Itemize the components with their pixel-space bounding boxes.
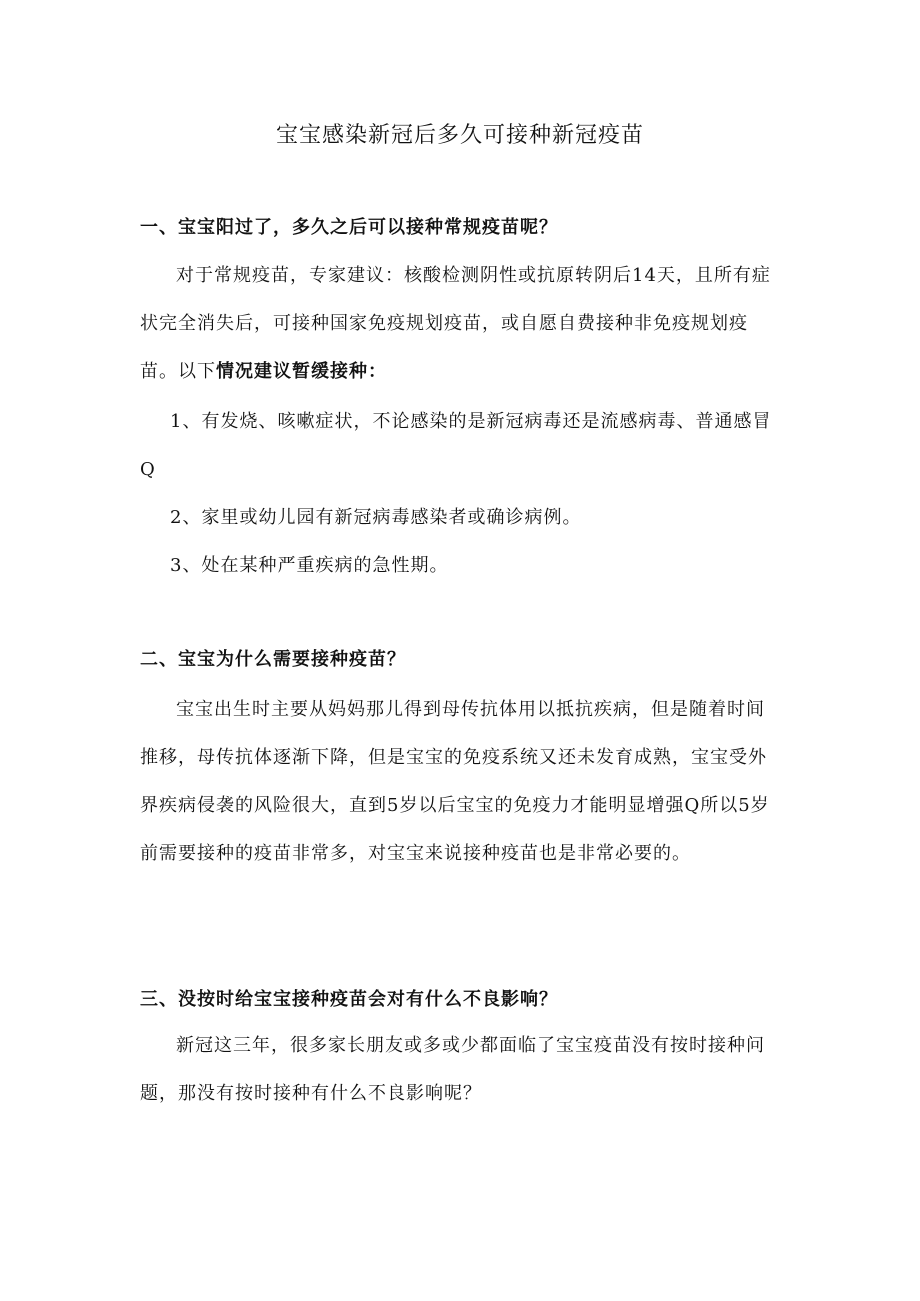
section-1-item-3: 3、处在某种严重疾病的急性期。 bbox=[170, 555, 449, 576]
section-1-paragraph-text: 对于常规疫苗，专家建议：核酸检测阴性或抗原转阴后14天，且所有症状完全消失后，可接种国家免疫规划疫苗，或自愿自费接种非免疫规划疫苗。以下 bbox=[140, 265, 771, 382]
section-1-heading: 一、宝宝阳过了，多久之后可以接种常规疫苗呢？ bbox=[140, 217, 558, 238]
section-3-paragraph: 新冠这三年，很多家长朋友或多或少都面临了宝宝疫苗没有按时接种问题，那没有按时接种有什么不良影响呢？ bbox=[140, 1035, 765, 1104]
section-1-item-2: 2、家里或幼儿园有新冠病毒感染者或确诊病例。 bbox=[170, 507, 582, 528]
section-2-paragraph: 宝宝出生时主要从妈妈那儿得到母传抗体用以抵抗疾病，但是随着时间推移，母传抗体逐渐下降，但是宝宝的免疫系统又还未发育成熟，宝宝受外界疾病侵袭的风险很大，直到5岁以后宝宝的免疫力才能明显增强Q所以5岁前需要接种的疫苗非常多，对宝宝来说接种疫苗也是非常必要的。 bbox=[140, 699, 770, 864]
section-3-heading: 三、没按时给宝宝接种疫苗会对有什么不良影响？ bbox=[140, 989, 558, 1010]
document-title: 宝宝感染新冠后多久可接种新冠疫苗 bbox=[275, 123, 644, 148]
section-2-heading: 二、宝宝为什么需要接种疫苗？ bbox=[140, 649, 406, 670]
section-1-item-1: 1、有发烧、咳嗽症状，不论感染的是新冠病毒还是流感病毒、普通感冒Q bbox=[140, 411, 772, 480]
section-1-paragraph-emphasis: 情况建议暂缓接种： bbox=[216, 361, 387, 382]
section-1-paragraph bbox=[140, 252, 780, 396]
